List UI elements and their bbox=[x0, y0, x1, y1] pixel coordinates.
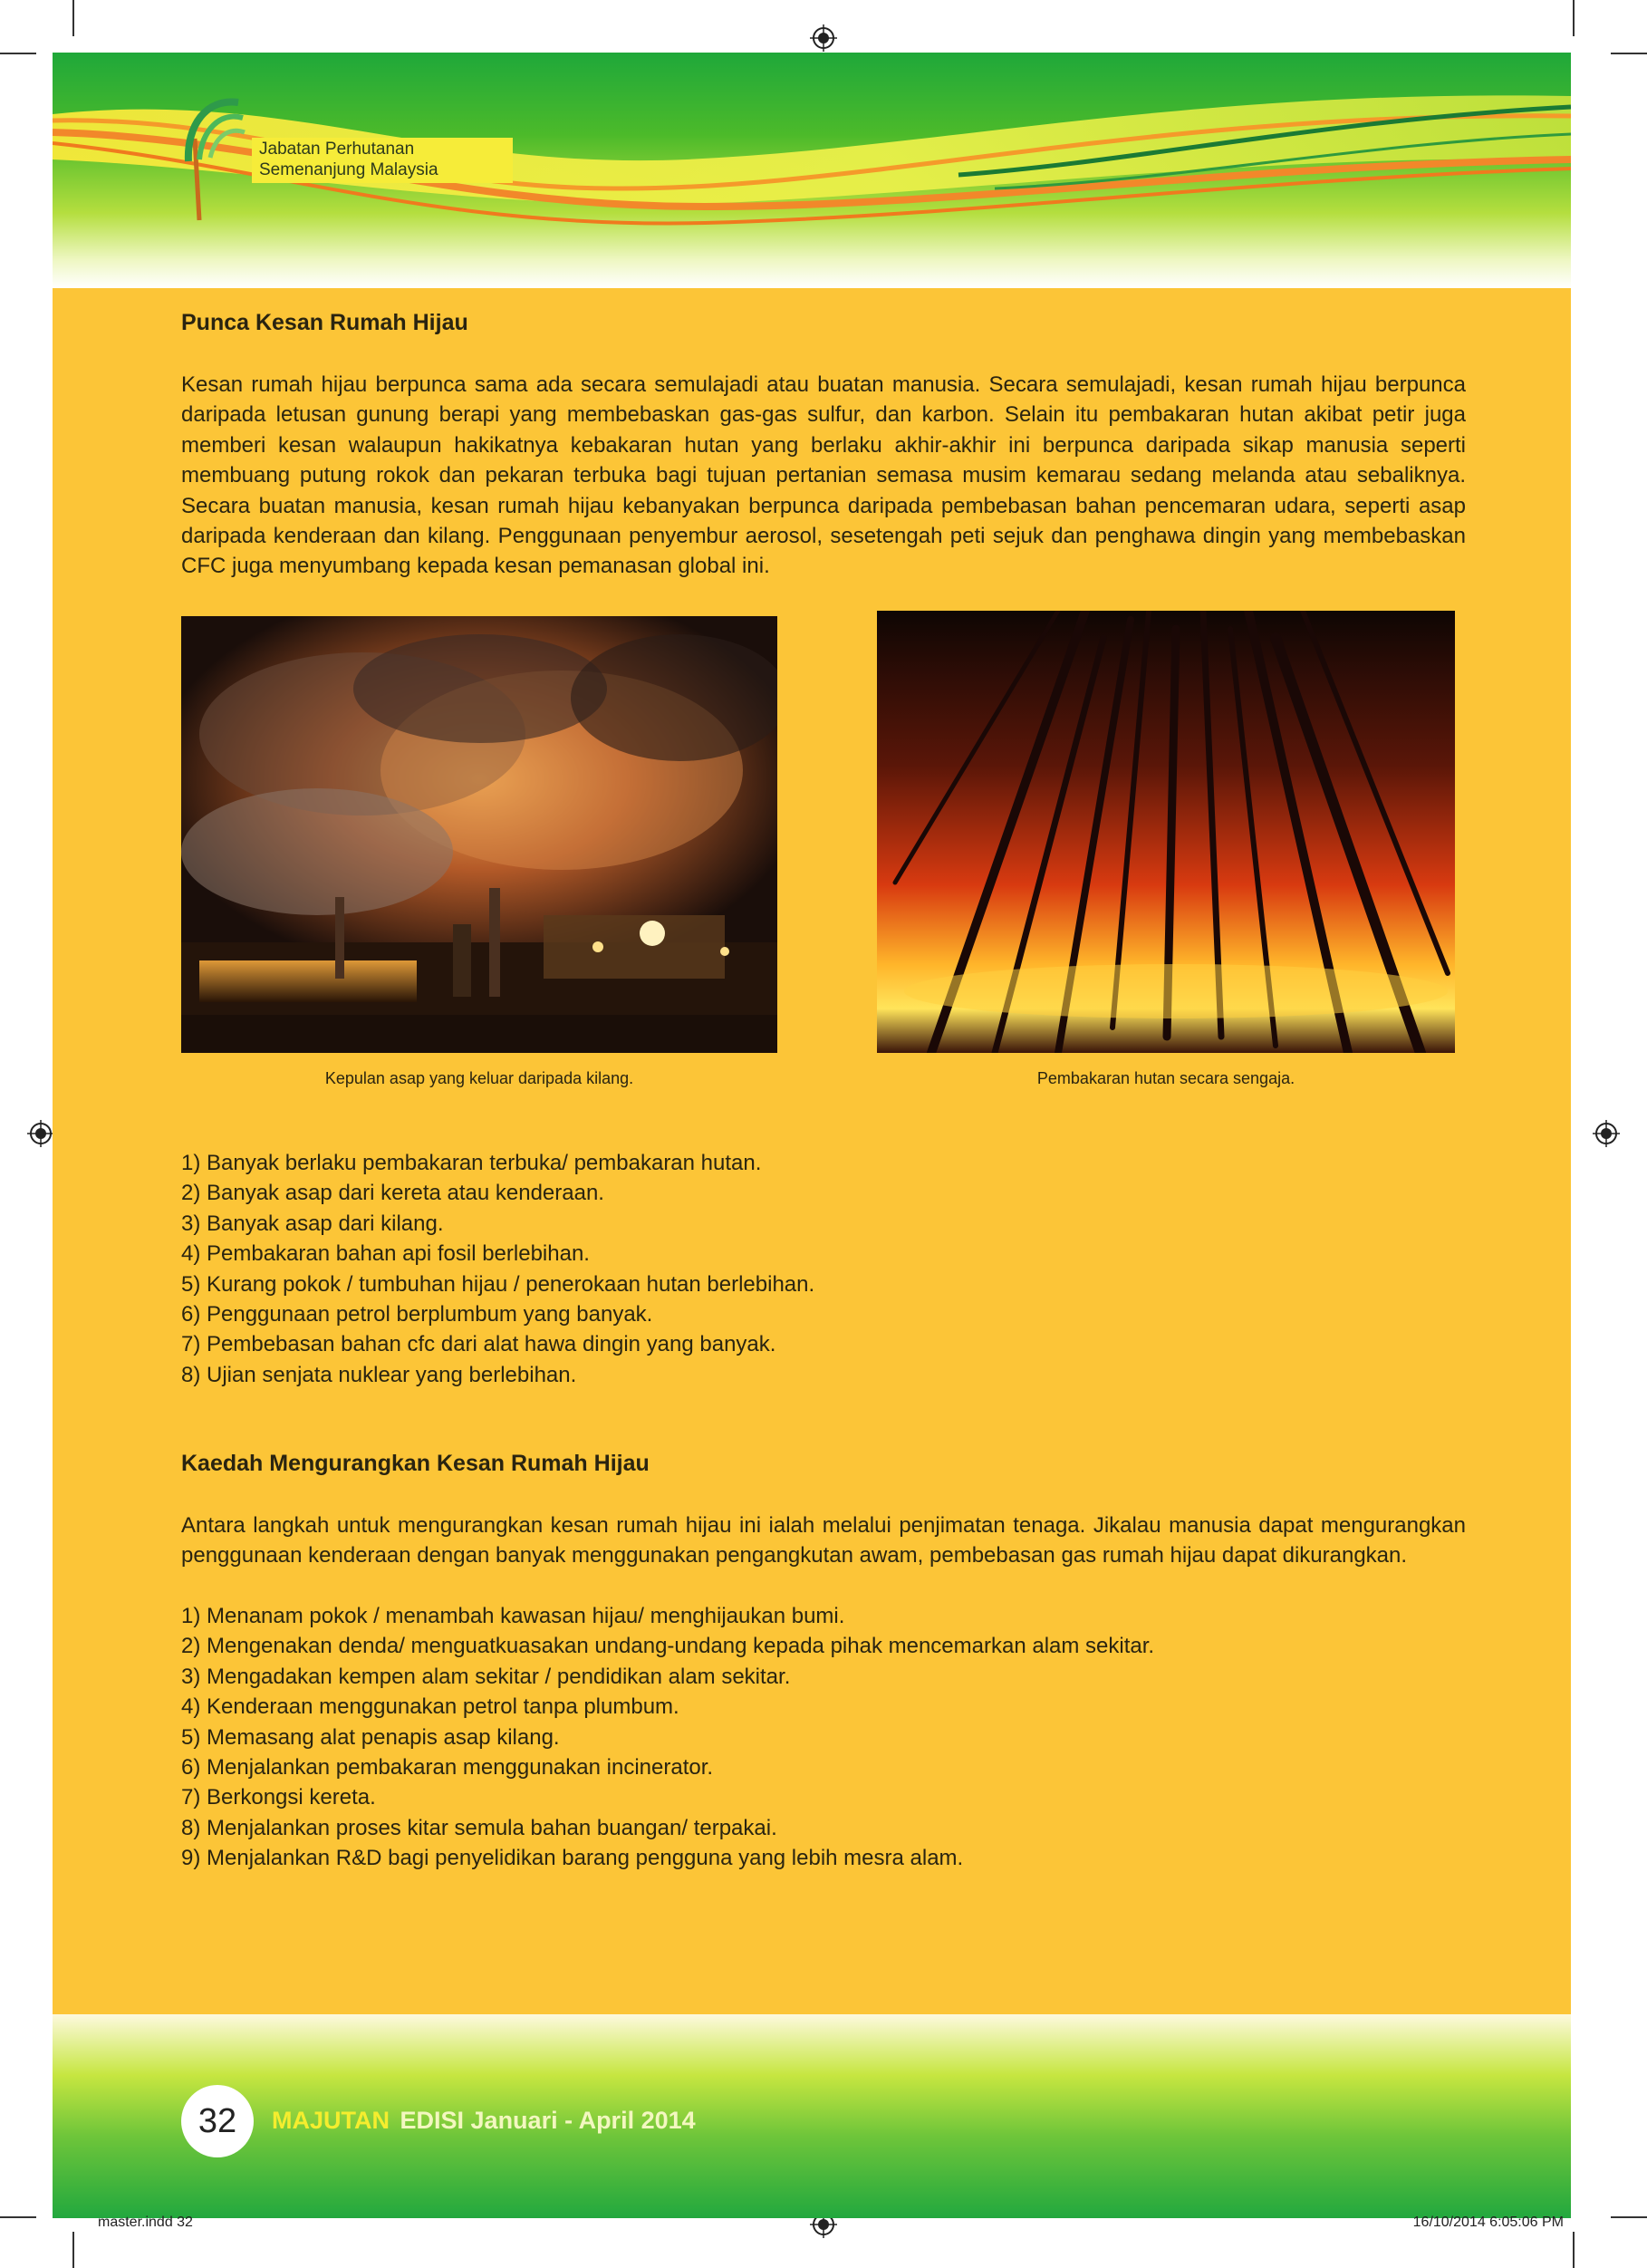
slug-file: master.indd 32 bbox=[98, 2215, 193, 2230]
list-item: 6) Menjalankan pembakaran menggunakan incinerator. bbox=[181, 1755, 714, 1781]
registration-mark-icon bbox=[810, 24, 837, 52]
crop-mark bbox=[0, 2216, 36, 2218]
factory-smoke-photo bbox=[181, 616, 777, 1053]
header-banner bbox=[53, 53, 1571, 288]
list-item: 7) Pembebasan bahan cfc dari alat hawa dingin yang banyak. bbox=[181, 1332, 776, 1357]
list-item: 3) Banyak asap dari kilang. bbox=[181, 1211, 444, 1236]
photo-caption-forest: Pembakaran hutan secara sengaja. bbox=[1036, 1069, 1295, 1087]
registration-mark-icon bbox=[27, 1120, 54, 1147]
org-name-line1: Jabatan Perhutanan bbox=[259, 140, 415, 159]
list-item: 4) Kenderaan menggunakan petrol tanpa plumbum. bbox=[181, 1694, 679, 1720]
edition-label: EDISI Januari - April 2014 bbox=[400, 2107, 696, 2134]
org-name-line2: Semenanjung Malaysia bbox=[259, 160, 438, 179]
photo-caption-factory: Kepulan asap yang keluar daripada kilang. bbox=[324, 1069, 634, 1087]
list-item: 5) Kurang pokok / tumbuhan hijau / penerokaan hutan berlebihan. bbox=[181, 1271, 815, 1297]
list-item: 5) Memasang alat penapis asap kilang. bbox=[181, 1724, 560, 1750]
crop-mark bbox=[72, 2232, 74, 2268]
crop-mark bbox=[0, 53, 36, 54]
list-item: 2) Mengenakan denda/ menguatkuasakan undang-undang kepada pihak mencemarkan alam sekitar. bbox=[181, 1634, 1155, 1659]
magazine-name: MAJUTAN bbox=[272, 2107, 390, 2134]
crop-mark bbox=[1611, 2216, 1647, 2218]
crop-mark bbox=[72, 0, 74, 36]
crop-mark bbox=[1611, 53, 1647, 54]
causes-list bbox=[181, 1148, 814, 1390]
org-name-box bbox=[252, 138, 513, 183]
crop-mark bbox=[1573, 2232, 1575, 2268]
slug-timestamp: 16/10/2014 6:05:06 PM bbox=[1412, 2215, 1564, 2230]
page-number: 32 bbox=[181, 2085, 254, 2157]
list-item: 1) Banyak berlaku pembakaran terbuka/ pembakaran hutan. bbox=[181, 1151, 762, 1175]
section1-heading: Punca Kesan Rumah Hijau bbox=[181, 310, 468, 335]
list-item: 2) Banyak asap dari kereta atau kenderaan. bbox=[181, 1181, 604, 1206]
measures-list bbox=[181, 1601, 1154, 1874]
list-item: 8) Ujian senjata nuklear yang berlebihan. bbox=[181, 1362, 577, 1387]
registration-mark-icon bbox=[1593, 1120, 1620, 1147]
section2-paragraph: Antara langkah untuk mengurangkan kesan rumah hijau ini ialah melalui penjimatan tenaga. Jikalau manusia dapat mengurangkan penggunaan kenderaan dengan banyak menggunakan pengangkutan awam, pembebasan gas rumah hijau dapat dikurangkan. bbox=[181, 1513, 1466, 1568]
list-item: 6) Penggunaan petrol berplumbum yang banyak. bbox=[181, 1302, 653, 1327]
list-item: 7) Berkongsi kereta. bbox=[181, 1785, 376, 1810]
list-item: 3) Mengadakan kempen alam sekitar / pendidikan alam sekitar. bbox=[181, 1664, 791, 1689]
crop-mark bbox=[1573, 0, 1575, 36]
list-item: 4) Pembakaran bahan api fosil berlebihan. bbox=[181, 1241, 590, 1267]
magazine-edition-line bbox=[272, 2107, 696, 2135]
list-item: 9) Menjalankan R&D bagi penyelidikan barang pengguna yang lebih mesra alam. bbox=[181, 1846, 964, 1871]
list-item: 1) Menanam pokok / menambah kawasan hijau/ menghijaukan bumi. bbox=[181, 1604, 845, 1628]
section2-heading: Kaedah Mengurangkan Kesan Rumah Hijau bbox=[181, 1451, 650, 1476]
section1-paragraph: Kesan rumah hijau berpunca sama ada secara semulajadi atau buatan manusia. Secara semulajadi, kesan rumah hijau berpunca daripada letusan gunung berapi yang membebaskan gas-gas sulfur, dan karbon. Selain itu pembakaran hutan akibat petir juga memberi kesan walaupun hakikatnya kebakaran hutan yang berlaku akhir-akhir ini berpunca daripada sikap manusia seperti membuang putung rokok dan pekaran terbuka bagi tujuan pertanian semasa musim kemarau sedang melanda atau sebaliknya. Secara buatan manusia, kesan rumah hijau kebanyakan berpunca daripada pembebasan bahan pencemaran udara, seperti asap daripada kenderaan dan kilang. Penggunaan penyembur aerosol, sesetengah peti sejuk dan penghawa dingin yang membebaskan CFC juga menyumbang kepada kesan pemanasan global ini. bbox=[181, 372, 1466, 579]
forest-fire-photo bbox=[877, 611, 1455, 1053]
list-item: 8) Menjalankan proses kitar semula bahan buangan/ terpakai. bbox=[181, 1815, 777, 1840]
